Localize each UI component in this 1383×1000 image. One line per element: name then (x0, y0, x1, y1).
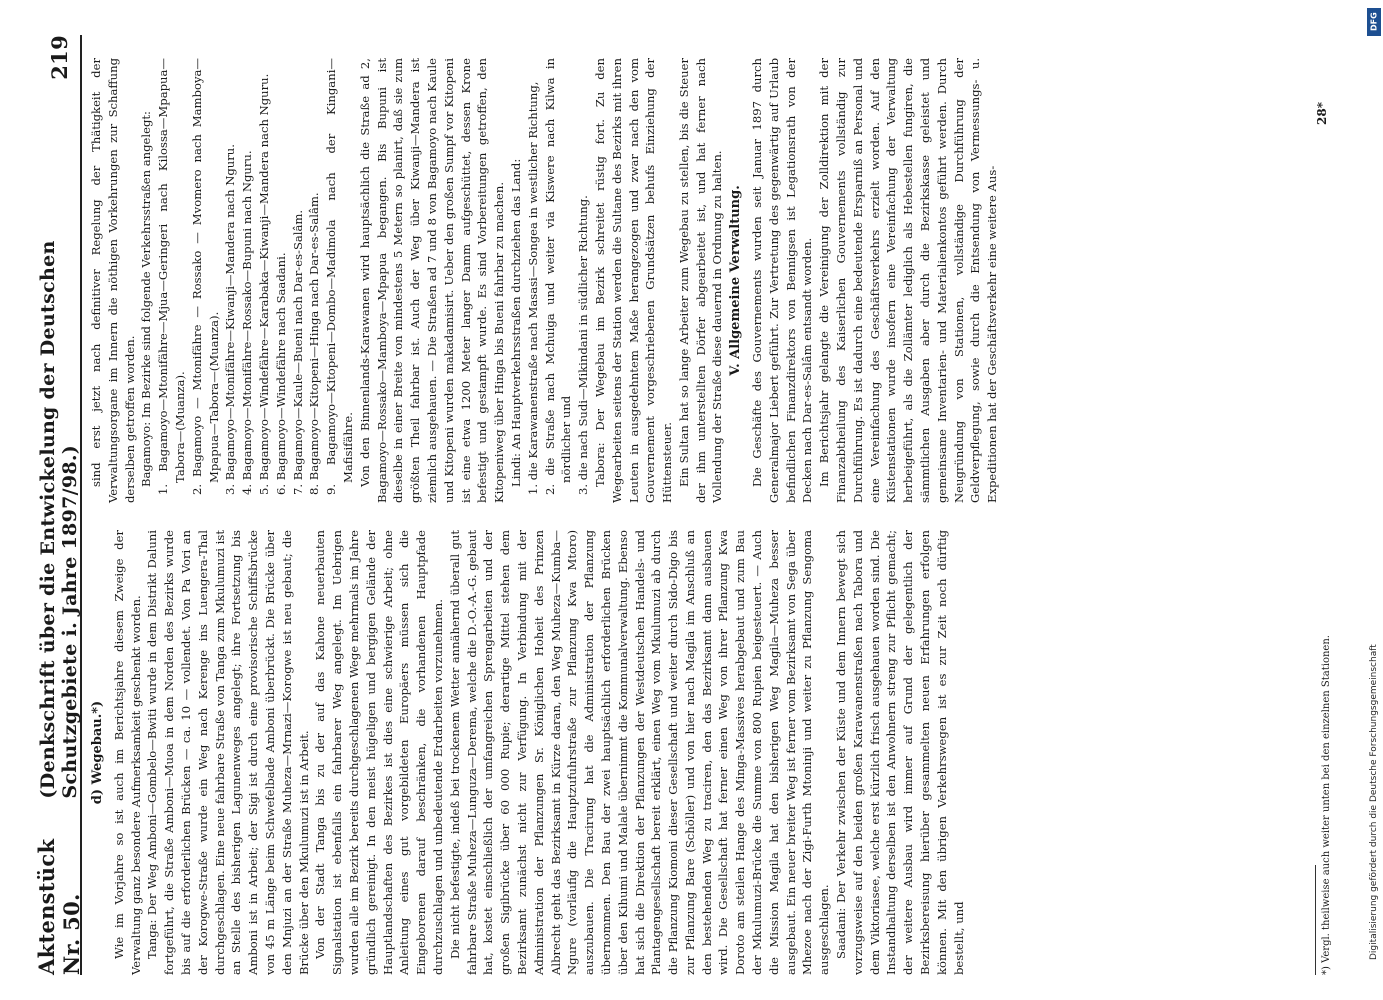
page-title: (Denkschrift über die Entwickelung der Deutschen Schutzgebiete i. Jahre 1897/98.) (37, 240, 81, 799)
paragraph: Im Berichtsjahr gelangte die Vereinigung der Zolldirektion mit der Finanzabtheilung des Kaiserlichen Gouvernements vollständig zur Durchführung. Es ist dadurch eine bedeutende Ersparniß an Personal und eine Vereinfachung des Geschäftsverkehrs erzielt worden. Auf den Küstenstationen wurde insofern eine Vereinfachung der Verwaltung herbeigeführt, als die Zollämter lediglich als Hebestellen fungiren, die sämmtlichen Ausgaben aber durch die Bezirkskasse geleistet und gemeinsame Inventarien- und Materialienkontos geführt werden. Durch Neugründung von Stationen, vollständige Durchführung der Geldverpflegung, sowie durch die Entsendung von Vermessungs- u. Expeditionen hat der Geschäftsverkehr eine weitere Aus- (817, 58, 1000, 503)
dfg-logo: DFG (1367, 8, 1381, 36)
left-column (88, 530, 967, 975)
paragraph: sind erst jetzt nach definitiver Regelung der Thätigkeit der Verwaltungsorgane im Innern die nöthigen Vorkehrungen zur Schaffung derselben getroffen worden. (89, 58, 137, 503)
paragraph: Von der Stadt Tanga bis zu der auf das Kahone neuerbauten Signalstation ist ebenfalls ein fahrbarer Weg angelegt. Im Uebrigen wurden alle im Bezirk bereits durchgeschlagenen Wege mehrmals im Jahre gründlich gereinigt. In den meist hügeligen und bergigen Gelände der Hauptlandschaften des Bezirkes ist dies eine schwierige Arbeit; ohne Anleitung eines gut vorgebildeten Europäers müssen sich die Eingeborenen darauf beschränken, die vorhandenen Hauptpfade durchzuschlagen und unbedeutende Erdarbeiten vorzunehmen. (313, 530, 445, 975)
paragraph: Die nicht befestigte, indeß bei trockenem Wetter annähernd überall gut fahrbare Straße Muheza—Lunguza—Derema, welche die D.-O.-A.-G. gebaut hat, kostet einschließlich der umfangreichen Sprengarbeiten und der großen Sigibrücke über 60 000 Rupie; derartige Mittel stehen dem Bezirksamt zunächst nicht zur Verfügung. In Verbindung mit der Administration der Pflanzungen Sr. Königlichen Hoheit des Prinzen Albrecht geht das Bezirksamt in Kürze daran, den Weg Muheza—Kumba—Ngure (vorläufig die Hauptzufuhrstraße zur Pflanzung Kwa Mtoro) auszubauen. Die Tracirung hat die Administration der Pflanzung übernommen. Den Bau der zwei hauptsächlich erforderlichen Brücken über den Kihumi und Malale übernimmt die Kommunalverwaltung. Ebenso hat sich die Direktion der Pflanzungen der Westdeutschen Handels- und Plantagengesellschaft bereit erklärt, einen Weg vom Mkulumuzi ab durch die Pflanzung Kiomoni dieser Gesellschaft und weiter durch Sido-Digo bis zur Pflanzung Bare (Schöller) und von hier nach Magila im Anschluß an den bestehenden Weg zu traciren, den das Bezirksamt dann ausbauen wird. Die Gesellschaft hat ferner einen Weg von ihrer Pflanzung Kwa Doroto am steilen Hange des Minga-Massives herabgebaut und zum Bau der Mkulumuzi-Brücke die Summe von 800 Rupien beigesteuert. — Auch die Mission Magila hat den bisherigen Weg Magila—Muheza besser ausgebaut. Ein neuer breiter Weg ist ferner vom Bezirksamt von Sega über Mhezoe nach der Zigi-Furth Mtoninji und weiter zu Pflanzung Sengoma ausgeschlagen. (447, 530, 832, 975)
road-item: 3. die nach Sudi—Mikindani in südlicher Richtung. (576, 195, 591, 495)
footnote: *) Vergl. theilweise auch weiter unten bei den einzelnen Stationen. (1321, 635, 1332, 975)
digitization-note: Digitalisierung gefördert durch die Deutsche Forschungsgemeinschaft (1369, 644, 1379, 960)
paragraph: Saadani: Der Verkehr zwischen der Küste und dem Innern bewegt sich vorzugsweise auf den beiden großen Karawanenstraßen nach Tabora und dem Viktoriasee, welche erst kürzlich frisch ausgehauen worden sind. Die Instandhaltung derselben ist den Anwohnern streng zur Pflicht gemacht; der weitere Ausbau wird immer auf Grund der gelegentlich der Bezirksbereisung hierüber gesammelten neuen Erfahrungen erfolgen können. Mit den übrigen Verkehrswegen ist es zur Zeit noch dürftig bestellt, und (834, 530, 966, 975)
road-item: 3. Bagamoyo—Mtonifähre—Kiwanji—Mandera nach Nguru. (223, 144, 238, 495)
road-item: 5. Bagamoyo—Windefähre—Karabaka—Kiwanji—Mandera nach Nguru. (256, 73, 271, 495)
paragraph: Wie im Vorjahre so ist auch im Berichtsjahre diesem Zweige der Verwaltung ganz besondere Aufmerksamkeit geschenkt worden. (111, 530, 143, 975)
road-item: 2. Bagamoyo — Mtonifähre — Rossako — Mvomero nach Mamboya—Mpapua—Tabora—(Muanza). (189, 58, 221, 495)
page-number: 219 (46, 35, 72, 80)
page-header (34, 35, 84, 975)
paragraph: Ein Sultan hat so lange Arbeiter zum Wegebau zu stellen, bis die Steuer der ihm unterstellten Dörfer abgearbeitet ist, und hat ferner nach Vollendung der Straße diese dauernd in Ordnung zu halten. (676, 58, 725, 503)
road-item: 2. die Straße nach Mchuiga und weiter via Kiswere nach Kilwa in nördlicher und (542, 58, 574, 495)
paragraph: Die Geschäfte des Gouvernements wurden seit Januar 1897 durch Generalmajor Liebert geführt. Zur Vertretung des gegenwärtig auf Urlaub befindlichen Finanzdirektors von Bennigsen ist Legationsrath von der Decken nach Dar-es-Salâm entsandt worden. (750, 58, 815, 503)
road-item: 6. Bagamoyo—Windefähre nach Saadani. (273, 252, 288, 495)
right-column (88, 58, 1001, 503)
road-item: 1. die Karawanenstraße nach Masasi—Songea in westlicher Richtung, (525, 81, 540, 495)
header-rule (80, 35, 82, 975)
road-item: 8. Bagamoyo—Kitopeni—Hinga nach Dar-es-Salâm. (307, 192, 322, 495)
document-number: Aktenstück Nr. 50. (34, 838, 84, 975)
road-item: 1. Bagamoyo—Mtonifähre—Mjua—Geringeri nach Kilossa—Mpapua—Tabora—(Muanza). (156, 58, 187, 495)
rotated-document-page (34, 35, 1360, 975)
road-item: 9. Bagamoyo—Kitopeni—Dombo—Madimola nach der Kingani—Mafisifähre. (324, 58, 355, 495)
road-item: 4. Bagamoyo—Mtonifähre—Rossako—Bupuni nach Nguru. (240, 150, 255, 495)
footnote-rule (1315, 865, 1316, 975)
paragraph: Von den Binnenlands-Karawanen wird hauptsächlich die Straße ad 2, Bagamoyo—Rossako—Mamboya—Mpapua begangen. Bis Bupuni ist dieselbe in einer Breite von mindestens 5 Metern so planirt, daß sie zum größten Theil fahrbar ist. Auch der Weg über Kiwanji—Mandera ist ziemlich ausgehauen. — Die Straßen ad 7 und 8 von Bagamoyo nach Kaule und Kitopeni wurden makadamisirt. Ueber den großen Sumpf vor Kitopeni ist eine etwa 1200 Meter langer Damm aufgeschüttet, dessen Krone befestigt und gestampft wurde. Es sind Vorbereitungen getroffen, den Kitopeniweg über Hinga bis Bueni fahrbar zu machen. (357, 58, 507, 503)
paragraph: Bagamoyo: Im Bezirke sind folgende Verkehrsstraßen angelegt: (139, 111, 154, 487)
signature-mark: 28* (1315, 102, 1329, 125)
section-heading-verwaltung: V. Allgemeine Verwaltung. (728, 185, 744, 376)
road-item: 7. Bagamoyo—Kaule—Bueni nach Dar-es-Salâm. (290, 209, 305, 495)
paragraph: Lindi: An Hauptverkehrsstraßen durchziehen das Land: (508, 158, 523, 487)
paragraph: Tabora: Der Wegebau im Bezirk schreitet rüstig fort. Zu den Wegearbeiten seitens der Station werden die Sultane des Bezirks mit ihren Leuten in ausgedehntem Maße herangezogen und zwar nach den vom Gouvernement vorgeschriebenen Grundsätzen behufs Einziehung der Hüttensteuer. (592, 58, 675, 503)
section-heading-wegebau: d) Wegebau.*) (90, 700, 105, 805)
paragraph: Tanga: Der Weg Amboni—Gombelo—Bwiti wurde in dem Distrikt Daluni fortgeführt, die Straße Amboni—Muoa in dem Norden des Bezirks wurde bis auf die erforderlichen Brücken — ca. 10 — vollendet. Von Pa Vori an der Korogwe-Straße wurde ein Weg nach Kerenge ins Luengera-Thal durchgeschlagen. Eine neue fahrbare Straße von Tanga zum Mkulumuzi ist an Stelle des bisherigen Lagunenweges angelegt; ihre Fortsetzung bis Amboni ist in Arbeit; der Sigi ist durch eine provisorische Schiffsbrücke von 45 m Länge beim Schwefelbade Amboni überbrückt. Die Brücke über den Mnjuzi an der Straße Muheza—Mrnazi—Korogwe ist neu gebaut; die Brücke über den Mkulumuzi ist in Arbeit. (145, 530, 311, 975)
